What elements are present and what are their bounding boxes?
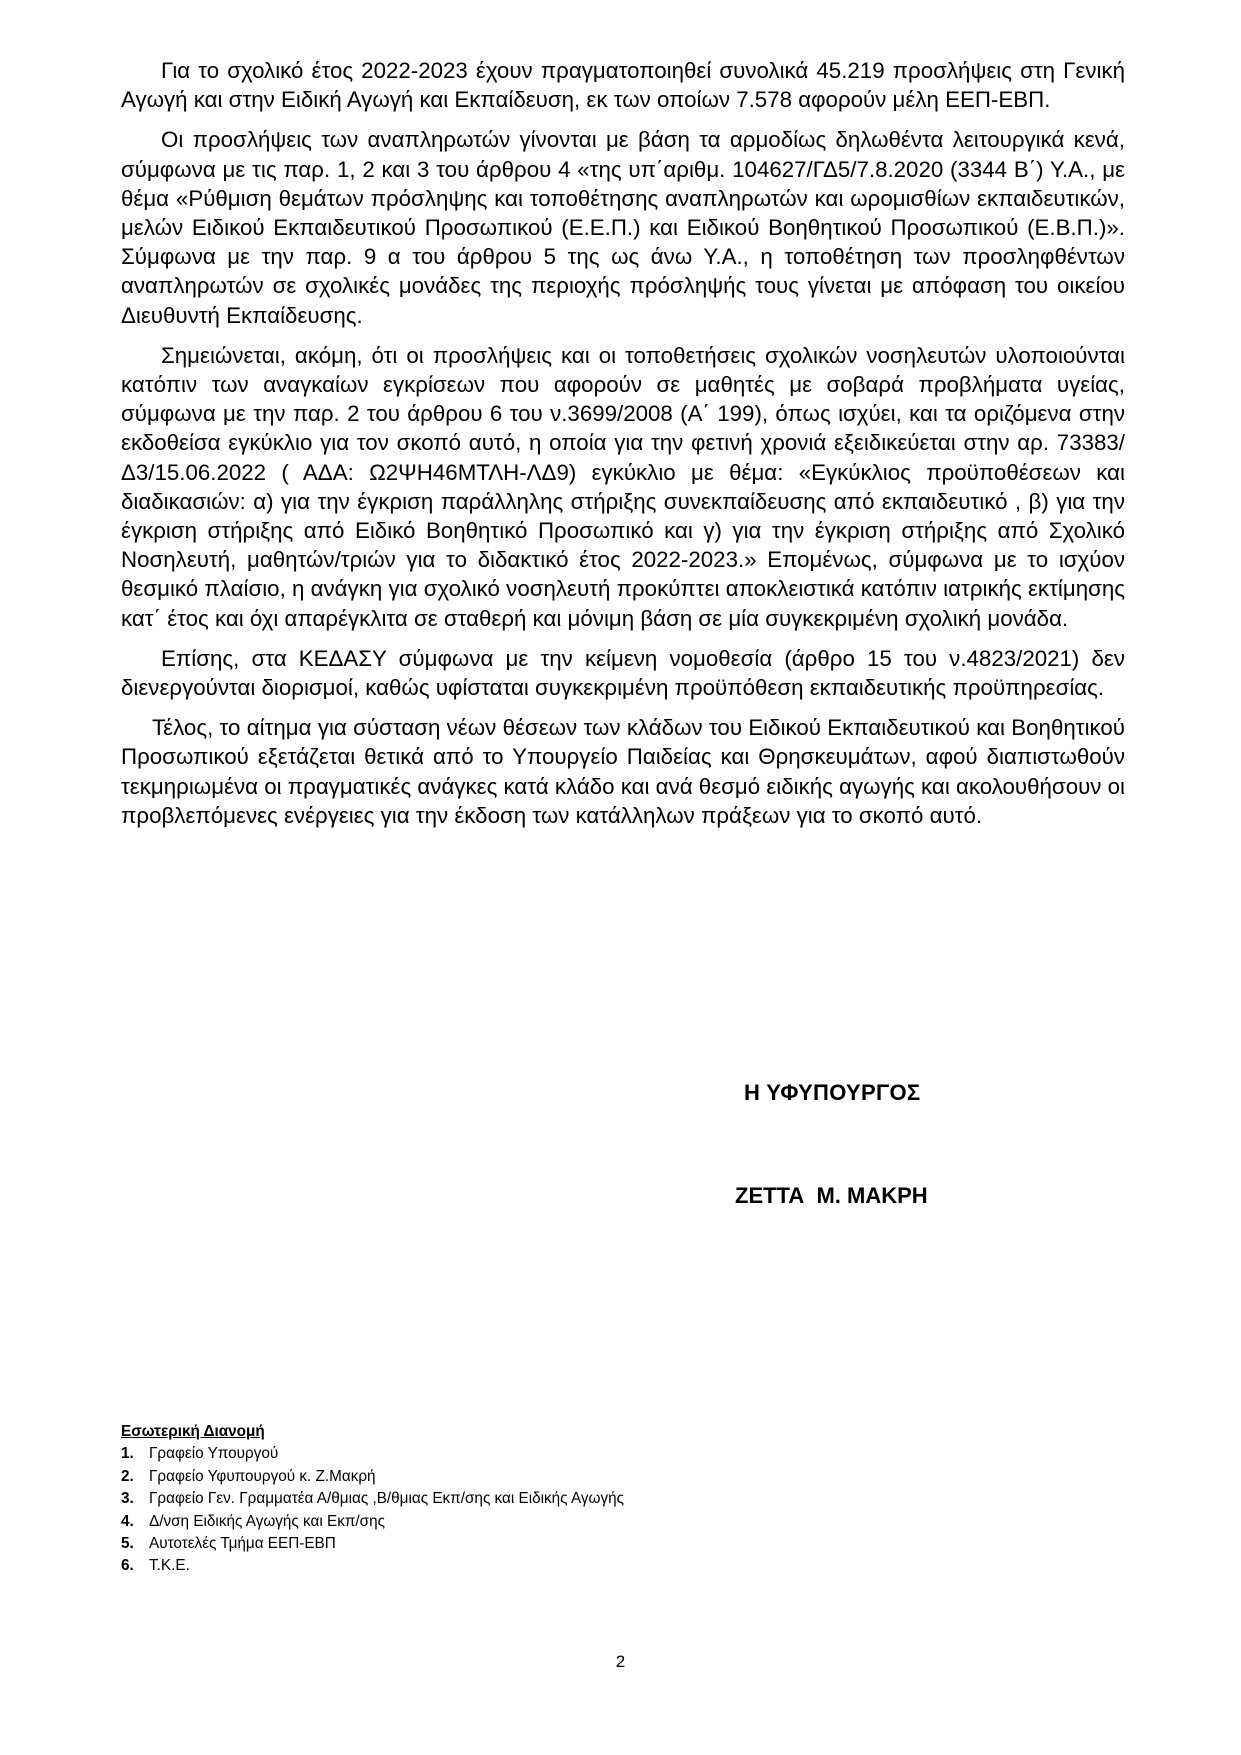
- paragraph-admissions-total: Για το σχολικό έτος 2022-2023 έχουν πραγματοποιηθεί συνολικά 45.219 προσλήψεις στη Γενική Αγωγή και στην Ειδική Αγωγή και Εκπαίδευση, εκ των οποίων 7.578 αφορούν μέλη ΕΕΠ-ΕΒΠ.: [121, 58, 1125, 113]
- page-number: 2: [615, 1652, 626, 1671]
- distribution-item-number: 1.: [121, 1445, 134, 1463]
- signature-title: Η ΥΦΥΠΟΥΡΓΟΣ: [744, 1080, 921, 1105]
- distribution-heading: Εσωτερική Διανομή: [121, 1423, 265, 1440]
- distribution-item-text: Γραφείο Γεν. Γραμματέα Α/θμιας ,Β/θμιας Εκπ/σης και Ειδικής Αγωγής: [149, 1490, 625, 1508]
- distribution-item: [121, 1511, 1021, 1533]
- internal-distribution: [121, 1421, 1021, 1578]
- distribution-item-number: 6.: [121, 1557, 134, 1575]
- distribution-item-text: Γραφείο Υφυπουργού κ. Ζ.Μακρή: [149, 1467, 376, 1485]
- distribution-item: [121, 1555, 1021, 1577]
- paragraph-school-nurses: Σημειώνεται, ακόμη, ότι οι προσλήψεις και οι τοποθετήσεις σχολικών νοσηλευτών υλοποιούνται κατόπιν των αναγκαίων εγκρίσεων που αφορούν σε μαθητές με σοβαρά προβλήματα υγείας, σύμφωνα με την παρ. 2 του άρθρου 6 του ν.3699/2008 (Α΄ 199), όπως ισχύει, και τα οριζόμενα στην εκδοθείσα εγκύκλιο για τον σκοπό αυτό, η οποία για την φετινή χρονιά εξειδικεύεται στην αρ. 73383/Δ3/15.06.2022 ( ΑΔΑ: Ω2ΨΗ46ΜΤΛΗ-ΛΔ9) εγκύκλιο με θέμα: «Εγκύκλιος προϋποθέσεων και διαδικασιών: α) για την έγκριση παράλληλης στήριξης συνεκπαίδευσης από εκπαιδευτικό , β) για την έγκριση στήριξης από Ειδικό Βοηθητικό Προσωπικό και γ) για την έγκριση στήριξης από Σχολικό Νοσηλευτή, μαθητών/τριών για το διδακτικό έτος 2022-2023.» Επομένως, σύμφωνα με το ισχύον θεσμικό πλαίσιο, η ανάγκη για σχολικό νοσηλευτή προκύπτει αποκλειστικά κατόπιν ιατρικής εκτίμησης κατ΄ έτος και όχι απαρέγκλιτα σε σταθερή και μόνιμη βάση σε μία συγκεκριμένη σχολική μονάδα.: [121, 342, 1125, 631]
- signature-name: ΖΕΤΤΑ Μ. ΜΑΚΡΗ: [735, 1183, 928, 1208]
- distribution-item-text: Δ/νση Ειδικής Αγωγής και Εκπ/σης: [149, 1512, 385, 1530]
- paragraph-substitutes-hiring: Οι προσλήψεις των αναπληρωτών γίνονται με βάση τα αρμοδίως δηλωθέντα λειτουργικά κενά, σύμφωνα με τις παρ. 1, 2 και 3 του άρθρου 4 «της υπ΄αριθμ. 104627/ΓΔ5/7.8.2020 (3344 Β΄) Υ.Α., με θέμα «Ρύθμιση θεμάτων πρόσληψης και τοποθέτησης αναπληρωτών και ωρομισθίων εκπαιδευτικών, μελών Ειδικού Εκπαιδευτικού Προσωπικού (Ε.Ε.Π.) και Ειδικού Βοηθητικού Προσωπικού (Ε.Β.Π.)». Σύμφωνα με την παρ. 9 α του άρθρου 5 της ως άνω Υ.Α., η τοποθέτηση των προσληφθέντων αναπληρωτών σε σχολικές μονάδες της περιοχής πρόσληψής τους γίνεται με απόφαση του οικείου Διευθυντή Εκπαίδευσης.: [121, 127, 1125, 328]
- body-text: [121, 56, 1125, 841]
- distribution-item-number: 3.: [121, 1490, 134, 1508]
- distribution-item-text: Γραφείο Υπουργού: [149, 1445, 279, 1463]
- distribution-item: [121, 1443, 1021, 1465]
- distribution-item-text: Αυτοτελές Τμήμα ΕΕΠ-ΕΒΠ: [149, 1535, 336, 1553]
- paragraph-kedasy: Επίσης, στα ΚΕΔΑΣΥ σύμφωνα με την κείμενη νομοθεσία (άρθρο 15 του ν.4823/2021) δεν διενεργούνται διορισμοί, καθώς υφίσταται συγκεκριμένη προϋπόθεση εκπαιδευτικής προϋπηρεσίας.: [121, 645, 1125, 701]
- distribution-item: [121, 1533, 1021, 1555]
- distribution-item-number: 4.: [121, 1512, 134, 1530]
- distribution-item-text: Τ.Κ.Ε.: [149, 1557, 190, 1575]
- distribution-item-number: 5.: [121, 1535, 134, 1553]
- distribution-list: [121, 1443, 1021, 1577]
- distribution-item-number: 2.: [121, 1467, 134, 1485]
- distribution-item: [121, 1466, 1021, 1488]
- paragraph-new-positions: Τέλος, το αίτημα για σύσταση νέων θέσεων των κλάδων του Ειδικού Εκπαιδευτικού και Βοηθητικού Προσωπικού εξετάζεται θετικά από το Υπουργείο Παιδείας και Θρησκευμάτων, αφού διαπιστωθούν τεκμηριωμένα οι πραγματικές ανάγκες κατά κλάδο και ανά θεσμό ειδικής αγωγής και ακολουθήσουν οι προβλεπόμενες ενέργειες για την έκδοση των κατάλληλων πράξεων για το σκοπό αυτό.: [121, 715, 1125, 828]
- distribution-item: [121, 1488, 1021, 1510]
